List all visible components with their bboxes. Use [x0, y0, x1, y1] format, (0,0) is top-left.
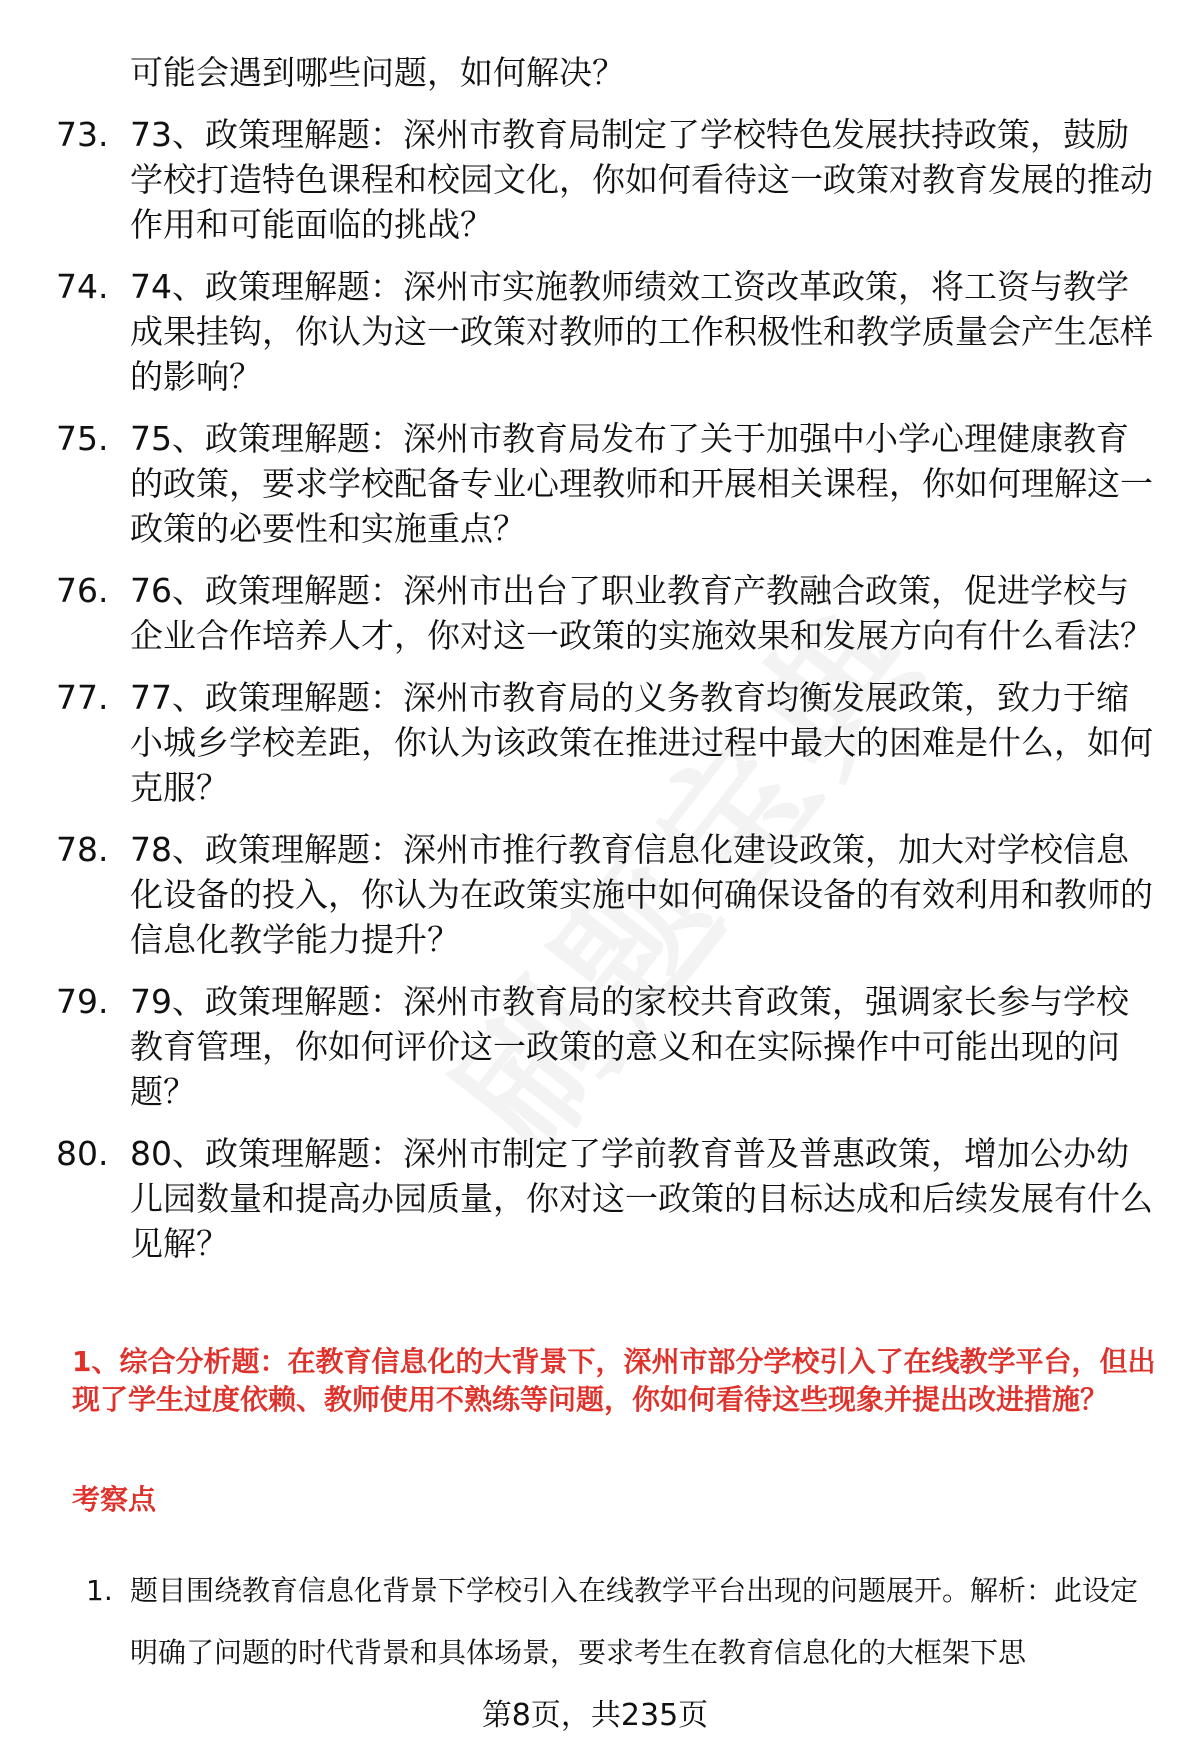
question-number: 80. — [56, 1134, 109, 1173]
question-text: 75、政策理解题：深州市教育局发布了关于加强中小学心理健康教育的政策，要求学校配备专业心理教师和开展相关课程，你如何理解这一政策的必要性和实施重点？ — [130, 419, 1153, 548]
question-text: 79、政策理解题：深州市教育局的家校共育政策，强调家长参与学校教育管理，你如何评价这一政策的意义和在实际操作中可能出现的问题？ — [130, 982, 1129, 1111]
answer-point-text: 题目围绕教育信息化背景下学校引入在线教学平台出现的问题展开。解析：此设定明确了问题的时代背景和具体场景，要求考生在教育信息化的大框架下思 — [130, 1574, 1139, 1669]
question-item — [56, 112, 1160, 247]
question-number: 76. — [56, 571, 109, 610]
question-text: 74、政策理解题：深州市实施教师绩效工资改革政策，将工资与教学成果挂钩，你认为这一政策对教师的工作积极性和教学质量会产生怎样的影响？ — [130, 267, 1153, 396]
question-item — [56, 568, 1160, 658]
question-number: 75. — [56, 419, 109, 458]
question-item — [56, 1131, 1160, 1266]
answer-point — [86, 1560, 1160, 1684]
question-item — [56, 416, 1160, 551]
question-number: 74. — [56, 267, 109, 306]
answer-point-number: 1. — [86, 1574, 113, 1607]
continuation-text: 可能会遇到哪些问题，如何解决？ — [130, 53, 625, 92]
question-number: 79. — [56, 982, 109, 1021]
question-item — [56, 827, 1160, 962]
question-item — [56, 264, 1160, 399]
question-number: 77. — [56, 678, 109, 717]
question-text: 78、政策理解题：深州市推行教育信息化建设政策，加大对学校信息化设备的投入，你认为在政策实施中如何确保设备的有效利用和教师的信息化教学能力提升？ — [130, 830, 1153, 959]
question-number: 78. — [56, 830, 109, 869]
question-text: 73、政策理解题：深州市教育局制定了学校特色发展扶持政策，鼓励学校打造特色课程和校园文化，你如何看待这一政策对教育发展的推动作用和可能面临的挑战？ — [130, 115, 1153, 244]
question-text: 76、政策理解题：深州市出台了职业教育产教融合政策，促进学校与企业合作培养人才，你对这一政策的实施效果和发展方向有什么看法？ — [130, 571, 1153, 655]
page-footer: 第8页，共235页 — [481, 1698, 709, 1733]
section-subheading: 考察点 — [72, 1483, 157, 1516]
question-item — [56, 675, 1160, 810]
question-text: 77、政策理解题：深州市教育局的义务教育均衡发展政策，致力于缩小城乡学校差距，你认为该政策在推进过程中最大的困难是什么，如何克服？ — [130, 678, 1153, 807]
question-item — [56, 979, 1160, 1114]
question-list — [56, 112, 1160, 1283]
section-title: 1、综合分析题：在教育信息化的大背景下，深州市部分学校引入了在线教学平台，但出现了学生过度依赖、教师使用不熟练等问题，你如何看待这些现象并提出改进措施？ — [72, 1345, 1156, 1416]
question-number: 73. — [56, 115, 109, 154]
question-text: 80、政策理解题：深州市制定了学前教育普及普惠政策，增加公办幼儿园数量和提高办园质量，你对这一政策的目标达成和后续发展有什么见解？ — [130, 1134, 1153, 1263]
